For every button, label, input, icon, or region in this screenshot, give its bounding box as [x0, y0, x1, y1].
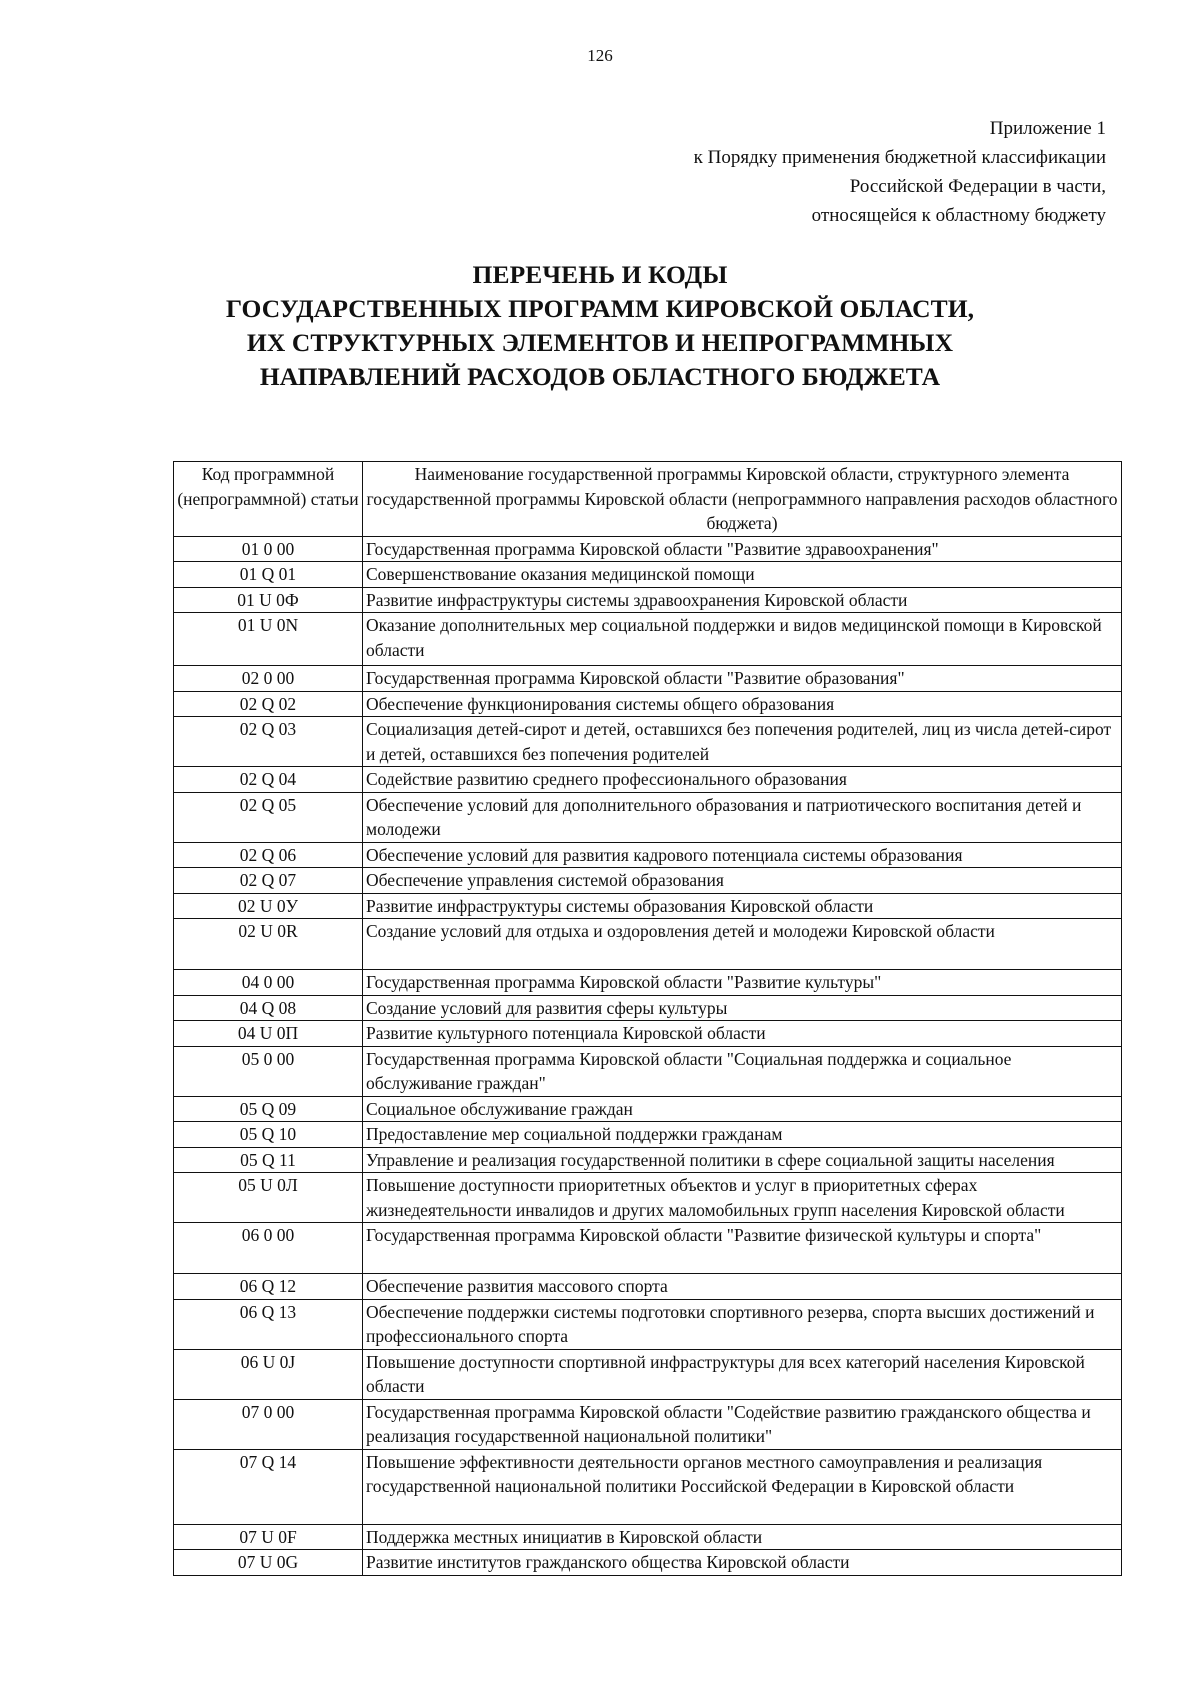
row-name: Обеспечение поддержки системы подготовки спортивного резерва, спорта высших достижений и профессионального спорта [363, 1299, 1122, 1349]
table-row [174, 536, 1122, 562]
row-code: 02 Q 04 [174, 767, 363, 793]
row-name: Поддержка местных инициатив в Кировской области [363, 1524, 1122, 1550]
row-code: 07 Q 14 [174, 1449, 363, 1524]
header-code: Код программной (непрограммной) статьи [174, 462, 363, 537]
table-row [174, 1299, 1122, 1349]
row-name: Управление и реализация государственной политики в сфере социальной защиты населения [363, 1147, 1122, 1173]
row-code: 02 0 00 [174, 666, 363, 692]
row-code: 05 Q 11 [174, 1147, 363, 1173]
row-code: 07 U 0F [174, 1524, 363, 1550]
row-code: 05 U 0Л [174, 1173, 363, 1223]
row-name: Государственная программа Кировской области "Развитие образования" [363, 666, 1122, 692]
table-row [174, 691, 1122, 717]
row-code: 02 Q 03 [174, 717, 363, 767]
table-row [174, 613, 1122, 666]
appendix-line: Российской Федерации в части, [849, 176, 1106, 197]
row-code: 06 Q 13 [174, 1299, 363, 1349]
appendix-line: относящейся к областному бюджету [811, 205, 1106, 226]
table-row [174, 1550, 1122, 1576]
table-row [174, 995, 1122, 1021]
row-code: 06 0 00 [174, 1223, 363, 1274]
row-code: 04 U 0П [174, 1021, 363, 1047]
row-name: Содействие развитию среднего профессионального образования [363, 767, 1122, 793]
row-name: Социальное обслуживание граждан [363, 1096, 1122, 1122]
appendix-line: к Порядку применения бюджетной классификации [693, 147, 1106, 168]
row-code: 02 Q 06 [174, 842, 363, 868]
title-line: ПЕРЕЧЕНЬ И КОДЫ [472, 260, 728, 289]
row-name: Обеспечение условий для развития кадрового потенциала системы образования [363, 842, 1122, 868]
row-name: Государственная программа Кировской области "Развитие физической культуры и спорта" [363, 1223, 1122, 1274]
table-row [174, 1349, 1122, 1399]
row-name: Развитие культурного потенциала Кировской области [363, 1021, 1122, 1047]
table-row [174, 1122, 1122, 1148]
row-code: 06 U 0J [174, 1349, 363, 1399]
row-code: 01 U 0N [174, 613, 363, 666]
row-code: 01 U 0Ф [174, 587, 363, 613]
row-code: 04 Q 08 [174, 995, 363, 1021]
table-row [174, 1524, 1122, 1550]
row-code: 07 0 00 [174, 1399, 363, 1449]
table-row [174, 1449, 1122, 1524]
row-code: 01 Q 01 [174, 562, 363, 588]
title-line: ГОСУДАРСТВЕННЫХ ПРОГРАММ КИРОВСКОЙ ОБЛАСТИ, [225, 294, 975, 323]
row-code: 04 0 00 [174, 970, 363, 996]
table-row [174, 1223, 1122, 1274]
row-name: Обеспечение развития массового спорта [363, 1274, 1122, 1300]
table-row [174, 717, 1122, 767]
row-name: Оказание дополнительных мер социальной поддержки и видов медицинской помощи в Кировской области [363, 613, 1122, 666]
table-row [174, 767, 1122, 793]
table-row [174, 1021, 1122, 1047]
row-name: Обеспечение функционирования системы общего образования [363, 691, 1122, 717]
table-row [174, 893, 1122, 919]
row-name: Совершенствование оказания медицинской помощи [363, 562, 1122, 588]
table-row [174, 970, 1122, 996]
row-name: Предоставление мер социальной поддержки гражданам [363, 1122, 1122, 1148]
row-name: Государственная программа Кировской области "Развитие культуры" [363, 970, 1122, 996]
row-name: Социализация детей-сирот и детей, оставшихся без попечения родителей, лиц из числа детей-сирот и детей, оставшихся без попечения родителей [363, 717, 1122, 767]
row-name: Развитие инфраструктуры системы образования Кировской области [363, 893, 1122, 919]
row-name: Повышение доступности спортивной инфраструктуры для всех категорий населения Кировской области [363, 1349, 1122, 1399]
title-line: ИХ СТРУКТУРНЫХ ЭЛЕМЕНТОВ И НЕПРОГРАММНЫХ [246, 328, 954, 357]
row-code: 01 0 00 [174, 536, 363, 562]
table-row [174, 1274, 1122, 1300]
document-title [0, 258, 1200, 394]
table-row [174, 1173, 1122, 1223]
table-row [174, 1147, 1122, 1173]
row-name: Обеспечение управления системой образования [363, 868, 1122, 894]
table-body [174, 536, 1122, 1575]
table-row [174, 587, 1122, 613]
appendix-line: Приложение 1 [989, 118, 1106, 139]
row-code: 02 U 0У [174, 893, 363, 919]
row-code: 02 U 0R [174, 919, 363, 970]
row-name: Повышение эффективности деятельности органов местного самоуправления и реализация государственной национальной политики Российской Федерации в Кировской области [363, 1449, 1122, 1524]
title-line: НАПРАВЛЕНИЙ РАСХОДОВ ОБЛАСТНОГО БЮДЖЕТА [259, 362, 941, 391]
row-name: Создание условий для развития сферы культуры [363, 995, 1122, 1021]
row-name: Создание условий для отдыха и оздоровления детей и молодежи Кировской области [363, 919, 1122, 970]
table-row [174, 666, 1122, 692]
appendix-note [506, 114, 1106, 230]
row-name: Государственная программа Кировской области "Социальная поддержка и социальное обслуживание граждан" [363, 1046, 1122, 1096]
row-name: Развитие институтов гражданского общества Кировской области [363, 1550, 1122, 1576]
row-name: Обеспечение условий для дополнительного образования и патриотического воспитания детей и молодежи [363, 792, 1122, 842]
row-code: 02 Q 07 [174, 868, 363, 894]
row-code: 05 0 00 [174, 1046, 363, 1096]
table-header-row [174, 462, 1122, 537]
table-row [174, 919, 1122, 970]
table-row [174, 868, 1122, 894]
table-row [174, 1046, 1122, 1096]
row-code: 07 U 0G [174, 1550, 363, 1576]
table-row [174, 792, 1122, 842]
row-name: Повышение доступности приоритетных объектов и услуг в приоритетных сферах жизнедеятельности инвалидов и других маломобильных групп населения Кировской области [363, 1173, 1122, 1223]
table-row [174, 1096, 1122, 1122]
row-code: 05 Q 09 [174, 1096, 363, 1122]
row-name: Государственная программа Кировской области "Развитие здравоохранения" [363, 536, 1122, 562]
row-code: 05 Q 10 [174, 1122, 363, 1148]
program-codes-table [173, 461, 1122, 1576]
row-name: Государственная программа Кировской области "Содействие развитию гражданского общества и реализация государственной национальной политики" [363, 1399, 1122, 1449]
row-code: 02 Q 05 [174, 792, 363, 842]
table-row [174, 1399, 1122, 1449]
header-name: Наименование государственной программы Кировской области, структурного элемента государственной программы Кировской области (непрограммного направления расходов областного бюджета) [363, 462, 1122, 537]
table-row [174, 842, 1122, 868]
row-name: Развитие инфраструктуры системы здравоохранения Кировской области [363, 587, 1122, 613]
page-number: 126 [587, 46, 613, 65]
table-row [174, 562, 1122, 588]
row-code: 06 Q 12 [174, 1274, 363, 1300]
row-code: 02 Q 02 [174, 691, 363, 717]
